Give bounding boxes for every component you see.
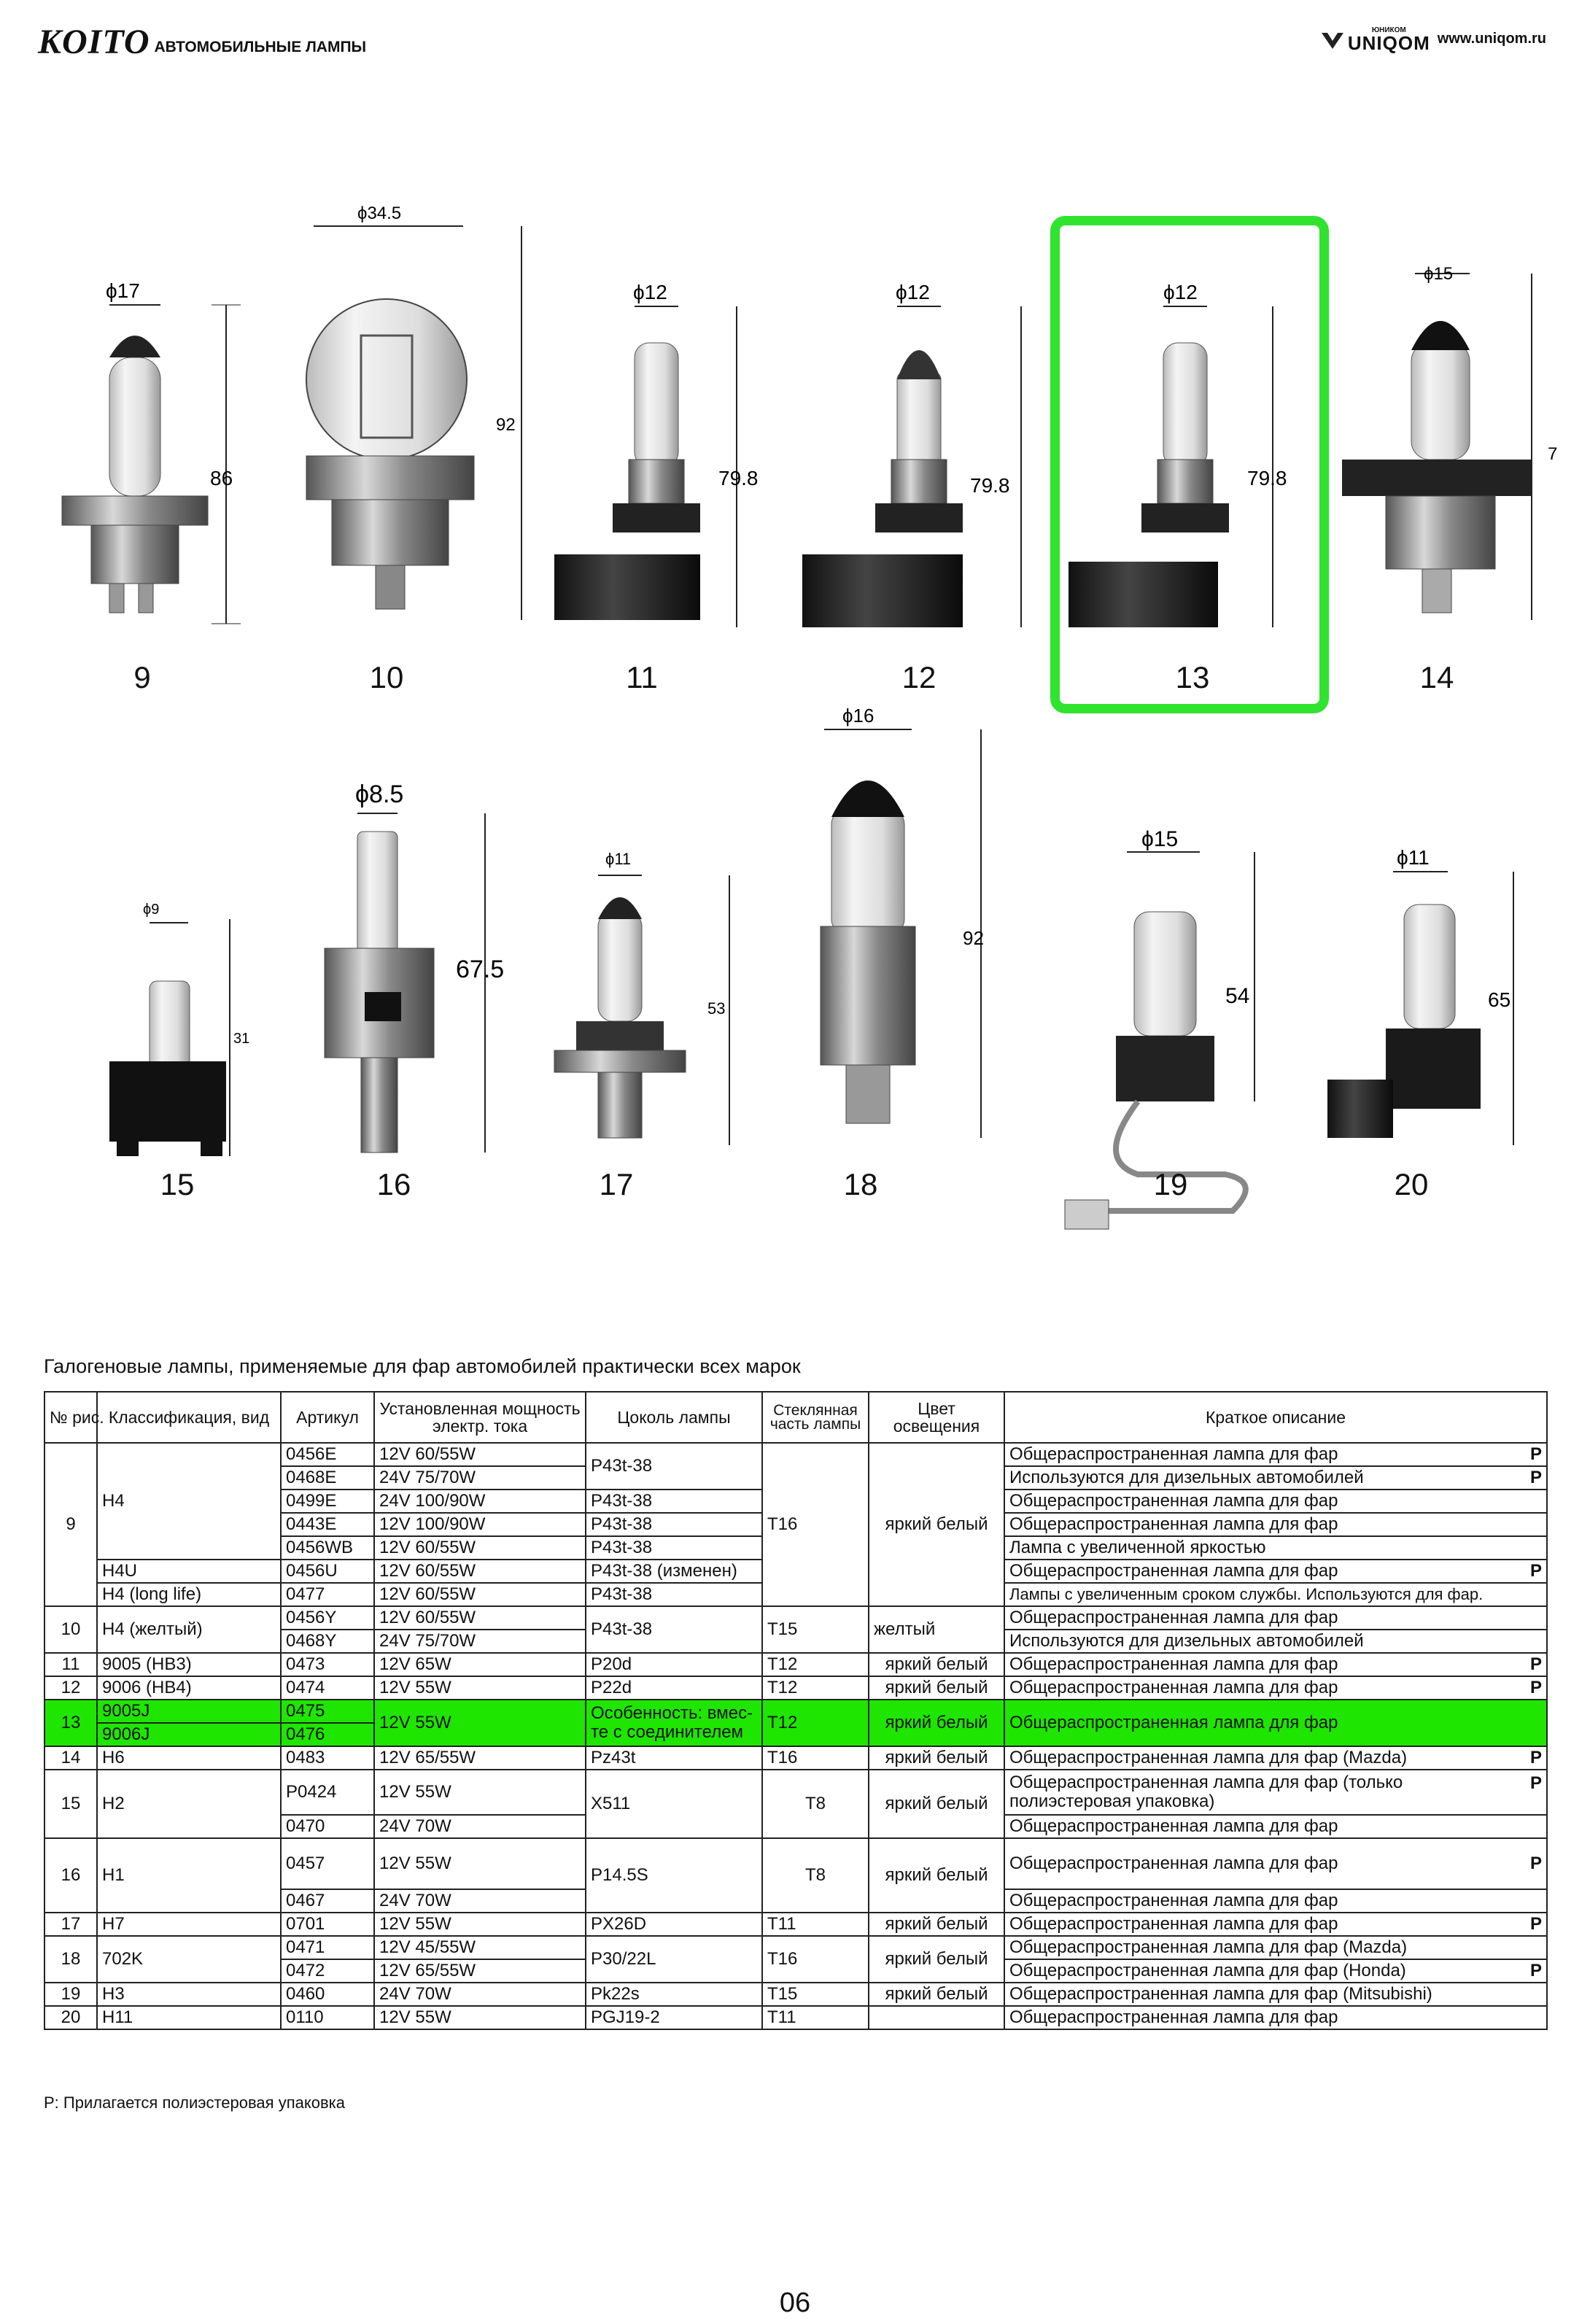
cell-article: 0456U bbox=[281, 1560, 374, 1583]
cell-power: 24V 100/90W bbox=[374, 1490, 586, 1513]
dim-10-height: 92 bbox=[496, 415, 516, 435]
dim-17-height: 53 bbox=[707, 999, 726, 1018]
cell-power: 12V 60/55W bbox=[374, 1536, 586, 1560]
col-header-description: Краткое описание bbox=[1004, 1392, 1547, 1443]
p-mark: P bbox=[1529, 1773, 1542, 1793]
cell-classification: H4U bbox=[97, 1560, 281, 1583]
cell-glass: T16 bbox=[762, 1936, 869, 1983]
cell-description: Общераспространенная лампа для фар bbox=[1004, 1815, 1547, 1838]
figure-number-15: 15 bbox=[160, 1167, 195, 1201]
cell-glass: T16 bbox=[762, 1746, 869, 1770]
cell-power: 12V 60/55W bbox=[374, 1583, 586, 1606]
cell-classification: H4 (long life) bbox=[97, 1583, 281, 1606]
cell-num: 9 bbox=[44, 1443, 97, 1606]
dim-20-diameter: ϕ11 bbox=[1397, 846, 1430, 869]
cell-classification: H1 bbox=[97, 1838, 281, 1913]
dim-16-diameter: ϕ8.5 bbox=[355, 781, 404, 808]
cell-article: 0467 bbox=[281, 1889, 374, 1913]
table-title: Галогеновые лампы, применяемые для фар автомобилей практически всех марок bbox=[44, 1355, 801, 1377]
cell-power: 12V 65/55W bbox=[374, 1746, 586, 1770]
dim-15-diameter: ϕ9 bbox=[143, 902, 160, 918]
cell-color: яркий белый bbox=[869, 1838, 1004, 1913]
cell-article: 0471 bbox=[281, 1936, 374, 1959]
table-row bbox=[44, 1606, 1547, 1630]
lamp-20 bbox=[1327, 846, 1513, 1145]
cell-glass: T8 bbox=[762, 1838, 869, 1913]
cell-color: яркий белый bbox=[869, 1653, 1004, 1676]
cell-power: 12V 45/55W bbox=[374, 1936, 586, 1959]
cell-power: 12V 55W bbox=[374, 1913, 586, 1936]
table-row bbox=[44, 1746, 1547, 1770]
lamp-14 bbox=[1342, 264, 1557, 620]
cell-base: P43t-38 bbox=[586, 1490, 762, 1513]
p-mark: P bbox=[1529, 1654, 1542, 1674]
cell-description: Используются для дизельных автомобилей bbox=[1004, 1630, 1547, 1653]
cell-classification: 702K bbox=[97, 1936, 281, 1983]
cell-article: 0456Y bbox=[281, 1606, 374, 1630]
p-mark: P bbox=[1529, 1961, 1542, 1980]
cell-article: 0456WB bbox=[281, 1536, 374, 1560]
footnote: P: Прилагается полиэстеровая упаковка bbox=[44, 2093, 345, 2112]
cell-article: 0460 bbox=[281, 1983, 374, 2006]
p-mark: P bbox=[1529, 1854, 1542, 1873]
cell-article: 0472 bbox=[281, 1959, 374, 1983]
cell-base: PX26D bbox=[586, 1913, 762, 1936]
cell-description: Общераспространенная лампа для фар bbox=[1004, 1889, 1547, 1913]
figure-number-13: 13 bbox=[1175, 660, 1210, 694]
cell-num: 15 bbox=[44, 1770, 97, 1838]
cell-color: яркий белый bbox=[869, 1700, 1004, 1746]
col-header-article: Артикул bbox=[281, 1392, 374, 1443]
description-text: Общераспространенная лампа для фар bbox=[1009, 1854, 1338, 1873]
cell-power: 12V 55W bbox=[374, 1838, 586, 1889]
cell-num: 18 bbox=[44, 1936, 97, 1983]
cell-base: Особенность: вмес-те с соединителем bbox=[586, 1700, 762, 1746]
cell-article: 0110 bbox=[281, 2006, 374, 2029]
description-text: Общераспространенная лампа для фар (Mazda) bbox=[1009, 1748, 1408, 1767]
cell-power: 12V 55W bbox=[374, 1676, 586, 1700]
table-row bbox=[44, 1936, 1547, 1959]
cell-description bbox=[1004, 1838, 1547, 1889]
col-header-classification: Классификация, вид bbox=[97, 1392, 281, 1443]
cell-article: 0499E bbox=[281, 1490, 374, 1513]
cell-base: P43t-38 bbox=[586, 1606, 762, 1653]
cell-num: 11 bbox=[44, 1653, 97, 1676]
figure-number-16: 16 bbox=[376, 1167, 411, 1201]
table-header-row bbox=[44, 1392, 1547, 1443]
p-mark: P bbox=[1529, 1468, 1542, 1487]
cell-color: яркий белый bbox=[869, 1983, 1004, 2006]
cell-power: 12V 55W bbox=[374, 2006, 586, 2029]
cell-num: 17 bbox=[44, 1913, 97, 1936]
uniqom-name: UNIQOM bbox=[1347, 32, 1430, 54]
cell-color: яркий белый bbox=[869, 1443, 1004, 1606]
cell-classification: 9005 (HB3) bbox=[97, 1653, 281, 1676]
table-row bbox=[44, 1913, 1547, 1936]
lamp-17 bbox=[554, 850, 729, 1145]
description-text: Общераспространенная лампа для фар (только полиэстеровая упаковка) bbox=[1009, 1773, 1403, 1811]
cell-color: желтый bbox=[869, 1606, 1004, 1653]
figure-number-14: 14 bbox=[1419, 660, 1454, 694]
cell-power: 24V 70W bbox=[374, 1889, 586, 1913]
cell-power: 24V 75/70W bbox=[374, 1466, 586, 1490]
lamp-9 bbox=[62, 279, 241, 624]
description-text: Общераспространенная лампа для фар bbox=[1009, 1678, 1338, 1697]
cell-base: Pk22s bbox=[586, 1983, 762, 2006]
dim-12-diameter: ϕ12 bbox=[896, 281, 930, 303]
cell-description bbox=[1004, 1676, 1547, 1700]
cell-power: 12V 55W bbox=[374, 1770, 586, 1815]
dim-13-diameter: ϕ12 bbox=[1163, 281, 1198, 303]
p-mark: P bbox=[1529, 1678, 1542, 1697]
cell-article: P0424 bbox=[281, 1770, 374, 1815]
figure-number-19: 19 bbox=[1153, 1167, 1188, 1201]
table-row-highlighted bbox=[44, 1700, 1547, 1723]
cell-classification: H6 bbox=[97, 1746, 281, 1770]
cell-article: 0474 bbox=[281, 1676, 374, 1700]
table-row bbox=[44, 2006, 1547, 2029]
cell-base: X511 bbox=[586, 1770, 762, 1838]
cell-article: 0456E bbox=[281, 1443, 374, 1466]
cell-description: Общераспространенная лампа для фар bbox=[1004, 1700, 1547, 1746]
cell-power: 12V 65/55W bbox=[374, 1959, 586, 1983]
dim-10-diameter: ϕ34.5 bbox=[357, 204, 402, 223]
koito-logo: KOITO bbox=[38, 23, 150, 61]
cell-glass: T12 bbox=[762, 1653, 869, 1676]
cell-classification: H7 bbox=[97, 1913, 281, 1936]
table-row bbox=[44, 1653, 1547, 1676]
cell-description: Общераспространенная лампа для фар bbox=[1004, 1606, 1547, 1630]
cell-glass: T11 bbox=[762, 2006, 869, 2029]
cell-base: P20d bbox=[586, 1653, 762, 1676]
cell-classification: H2 bbox=[97, 1770, 281, 1838]
cell-base: P43t-38 bbox=[586, 1513, 762, 1536]
cell-classification: H4 (желтый) bbox=[97, 1606, 281, 1653]
dim-12-height: 79.8 bbox=[970, 474, 1010, 497]
cell-num: 19 bbox=[44, 1983, 97, 2006]
cell-description: Лампы с увеличенным сроком службы. Используются для фар. bbox=[1004, 1583, 1547, 1606]
p-mark: P bbox=[1529, 1748, 1542, 1767]
cell-article: 0443E bbox=[281, 1513, 374, 1536]
cell-description bbox=[1004, 1653, 1547, 1676]
cell-article: 0475 bbox=[281, 1700, 374, 1723]
dim-9-height: 86 bbox=[210, 467, 233, 489]
cell-article: 0477 bbox=[281, 1583, 374, 1606]
col-header-base: Цоколь лампы bbox=[586, 1392, 762, 1443]
dim-14-height: 7 bbox=[1548, 444, 1558, 464]
lamp-12 bbox=[802, 281, 1021, 627]
cell-glass: T15 bbox=[762, 1606, 869, 1653]
cell-glass: T16 bbox=[762, 1443, 869, 1606]
figure-number-17: 17 bbox=[599, 1167, 634, 1201]
cell-color: яркий белый bbox=[869, 1746, 1004, 1770]
cell-description bbox=[1004, 1959, 1547, 1983]
cell-description: Общераспространенная лампа для фар (Mazda) bbox=[1004, 1936, 1547, 1959]
dim-20-height: 65 bbox=[1488, 988, 1511, 1011]
description-text: Общераспространенная лампа для фар (Honda) bbox=[1009, 1961, 1406, 1980]
p-mark: P bbox=[1529, 1561, 1542, 1581]
cell-num: 14 bbox=[44, 1746, 97, 1770]
col-header-num: № рис. bbox=[44, 1392, 97, 1443]
col-header-color: Цвет освещения bbox=[869, 1392, 1004, 1443]
dim-18-diameter: ϕ16 bbox=[842, 705, 874, 727]
cell-base: P14.5S bbox=[586, 1838, 762, 1913]
cell-article: 0701 bbox=[281, 1913, 374, 1936]
cell-description: Лампа с увеличенной яркостью bbox=[1004, 1536, 1547, 1560]
lamp-10 bbox=[306, 204, 521, 620]
dim-18-height: 92 bbox=[963, 927, 984, 949]
col-header-glass: Стеклянная часть лампы bbox=[762, 1392, 869, 1443]
cell-power: 12V 55W bbox=[374, 1700, 586, 1746]
page-number: 06 bbox=[779, 2288, 811, 2318]
figure-number-10: 10 bbox=[369, 660, 404, 694]
cell-description: Общераспространенная лампа для фар bbox=[1004, 1490, 1547, 1513]
cell-power: 12V 100/90W bbox=[374, 1513, 586, 1536]
dim-19-diameter: ϕ15 bbox=[1141, 827, 1179, 851]
description-text: Используются для дизельных автомобилей bbox=[1009, 1468, 1364, 1487]
cell-power: 24V 70W bbox=[374, 1983, 586, 2006]
cell-classification: H4 bbox=[97, 1443, 281, 1560]
figure-number-20: 20 bbox=[1394, 1167, 1429, 1201]
description-text: Общераспространенная лампа для фар bbox=[1009, 1444, 1338, 1464]
cell-glass: T8 bbox=[762, 1770, 869, 1838]
cell-classification: H3 bbox=[97, 1983, 281, 2006]
table-row bbox=[44, 1443, 1547, 1466]
dim-11-diameter: ϕ12 bbox=[633, 281, 667, 303]
cell-power: 12V 60/55W bbox=[374, 1560, 586, 1583]
cell-description bbox=[1004, 1443, 1547, 1466]
p-mark: P bbox=[1529, 1444, 1542, 1464]
cell-glass: T12 bbox=[762, 1676, 869, 1700]
header-subtitle: АВТОМОБИЛЬНЫЕ ЛАМПЫ bbox=[154, 39, 367, 55]
lamp-18 bbox=[821, 705, 984, 1138]
cell-color: яркий белый bbox=[869, 1770, 1004, 1838]
table-row bbox=[44, 1770, 1547, 1815]
cell-color: яркий белый bbox=[869, 1936, 1004, 1983]
cell-article: 0457 bbox=[281, 1838, 374, 1889]
figure-number-9: 9 bbox=[133, 660, 151, 694]
cell-description bbox=[1004, 1746, 1547, 1770]
cell-article: 0483 bbox=[281, 1746, 374, 1770]
dim-9-diameter: ϕ17 bbox=[106, 279, 140, 302]
cell-color: яркий белый bbox=[869, 1676, 1004, 1700]
dim-17-diameter: ϕ11 bbox=[605, 850, 632, 868]
cell-base: P43t-38 bbox=[586, 1536, 762, 1560]
dim-14-diameter: ϕ15 bbox=[1424, 264, 1454, 284]
cell-description bbox=[1004, 1770, 1547, 1815]
cell-base: P43t-38 (изменен) bbox=[586, 1560, 762, 1583]
p-mark: P bbox=[1529, 1914, 1542, 1934]
cell-glass: T15 bbox=[762, 1983, 869, 2006]
uniqom-small-text: ЮНИКОМ bbox=[1371, 26, 1406, 34]
cell-classification: 9006 (HB4) bbox=[97, 1676, 281, 1700]
cell-power: 24V 70W bbox=[374, 1815, 586, 1838]
cell-description: Общераспространенная лампа для фар bbox=[1004, 2006, 1547, 2029]
cell-power: 12V 60/55W bbox=[374, 1606, 586, 1630]
cell-base: P30/22L bbox=[586, 1936, 762, 1983]
cell-article: 0468E bbox=[281, 1466, 374, 1490]
cell-base: P43t-38 bbox=[586, 1443, 762, 1490]
dim-16-height: 67.5 bbox=[456, 956, 505, 983]
cell-classification: 9006J bbox=[97, 1723, 281, 1746]
spec-table bbox=[44, 1391, 1548, 2030]
dim-11-height: 79.8 bbox=[718, 467, 759, 489]
cell-num: 16 bbox=[44, 1838, 97, 1913]
dim-19-height: 54 bbox=[1225, 984, 1250, 1008]
cell-description bbox=[1004, 1560, 1547, 1583]
figure-number-11: 11 bbox=[626, 660, 658, 694]
cell-base: Pz43t bbox=[586, 1746, 762, 1770]
cell-article: 0468Y bbox=[281, 1630, 374, 1653]
cell-num: 10 bbox=[44, 1606, 97, 1653]
cell-classification: 9005J bbox=[97, 1700, 281, 1723]
description-text: Общераспространенная лампа для фар bbox=[1009, 1561, 1338, 1581]
cell-color: яркий белый bbox=[869, 1913, 1004, 1936]
cell-base: P43t-38 bbox=[586, 1583, 762, 1606]
figure-number-12: 12 bbox=[901, 660, 936, 694]
cell-power: 12V 60/55W bbox=[374, 1443, 586, 1466]
cell-color bbox=[869, 2006, 1004, 2029]
cell-article: 0473 bbox=[281, 1653, 374, 1676]
cell-num: 12 bbox=[44, 1676, 97, 1700]
cell-description: Общераспространенная лампа для фар bbox=[1004, 1513, 1547, 1536]
table-row bbox=[44, 1676, 1547, 1700]
cell-article: 0470 bbox=[281, 1815, 374, 1838]
cell-base: PGJ19-2 bbox=[586, 2006, 762, 2029]
cell-description bbox=[1004, 1913, 1547, 1936]
lamp-11 bbox=[554, 281, 759, 627]
partner-url: www.uniqom.ru bbox=[1437, 31, 1546, 47]
cell-base: P22d bbox=[586, 1676, 762, 1700]
cell-glass: T11 bbox=[762, 1913, 869, 1936]
cell-num: 20 bbox=[44, 2006, 97, 2029]
figure-number-18: 18 bbox=[843, 1167, 878, 1201]
lamp-16 bbox=[325, 781, 504, 1153]
dim-15-height: 31 bbox=[233, 1031, 250, 1047]
cell-classification: H11 bbox=[97, 2006, 281, 2029]
cell-num: 13 bbox=[44, 1700, 97, 1746]
lamp-15 bbox=[109, 902, 249, 1156]
dim-13-height: 79.8 bbox=[1247, 467, 1287, 489]
cell-description: Общераспространенная лампа для фар (Mitsubishi) bbox=[1004, 1983, 1547, 2006]
cell-power: 12V 65W bbox=[374, 1653, 586, 1676]
description-text: Общераспространенная лампа для фар bbox=[1009, 1914, 1338, 1934]
cell-description bbox=[1004, 1466, 1547, 1490]
table-row bbox=[44, 1983, 1547, 2006]
col-header-power: Установленная мощность электр. тока bbox=[374, 1392, 586, 1443]
cell-article: 0476 bbox=[281, 1723, 374, 1746]
cell-power: 24V 75/70W bbox=[374, 1630, 586, 1653]
description-text: Общераспространенная лампа для фар bbox=[1009, 1654, 1338, 1674]
lamp-13 bbox=[1069, 281, 1287, 627]
cell-glass: T12 bbox=[762, 1700, 869, 1746]
table-row bbox=[44, 1838, 1547, 1889]
